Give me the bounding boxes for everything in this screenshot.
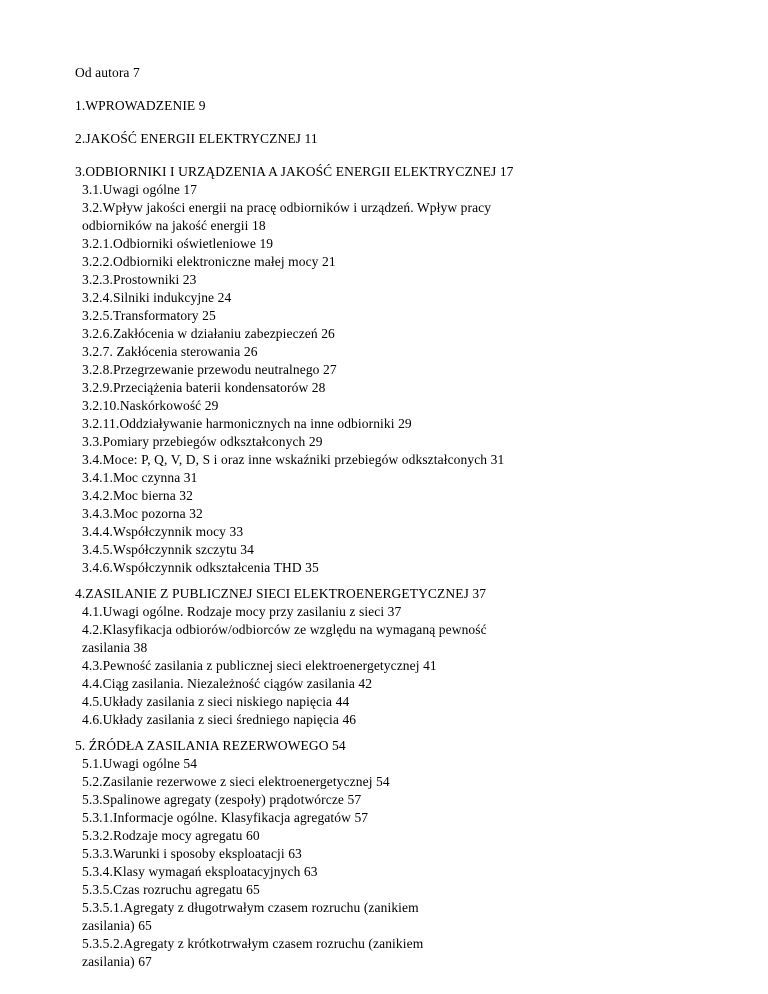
toc-entry: 5.2.Zasilanie rezerwowe z sieci elektroenergetycznej 54 xyxy=(82,774,390,789)
toc-entry: 3.3.Pomiary przebiegów odkształconych 29 xyxy=(82,434,323,449)
toc-entry: 3.2.11.Oddziaływanie harmonicznych na inne odbiorniki 29 xyxy=(82,416,412,431)
toc-entry: 3.2.1.Odbiorniki oświetleniowe 19 xyxy=(82,236,274,251)
toc-entry: 3.2.4.Silniki indukcyjne 24 xyxy=(82,290,232,305)
toc-entry: 3.4.6.Współczynnik odkształcenia THD 35 xyxy=(82,560,319,575)
toc-entry: 5.3.5.Czas rozruchu agregatu 65 xyxy=(82,882,260,897)
toc-entry: 3.4.2.Moc bierna 32 xyxy=(82,488,194,503)
toc-entry: 5.3.Spalinowe agregaty (zespoły) prądotwórcze 57 xyxy=(82,792,362,807)
toc-entry: 3.4.4.Współczynnik mocy 33 xyxy=(82,524,244,539)
toc-entry-continuation: odbiorników na jakość energii 18 xyxy=(82,218,266,233)
toc-entry: 5.3.2.Rodzaje mocy agregatu 60 xyxy=(82,828,260,843)
toc-entry: 5.3.5.1.Agregaty z długotrwałym czasem rozruchu (zanikiem xyxy=(82,900,419,915)
toc-entry-chapter-4: 4.ZASILANIE Z PUBLICZNEJ SIECI ELEKTROENERGETYCZNEJ 37 xyxy=(75,586,487,601)
toc-entry-continuation: zasilania) 65 xyxy=(82,918,152,933)
toc-entry: 3.1.Uwagi ogólne 17 xyxy=(82,182,198,197)
toc-entry: 3.2.5.Transformatory 25 xyxy=(82,308,216,323)
toc-entry: 3.2.Wpływ jakości energii na pracę odbiorników i urządzeń. Wpływ pracy xyxy=(82,200,492,215)
toc-entry: 4.3.Pewność zasilania z publicznej sieci elektroenergetycznej 41 xyxy=(82,658,437,673)
toc-entry-chapter-2: 2.JAKOŚĆ ENERGII ELEKTRYCZNEJ 11 xyxy=(75,131,318,146)
toc-entry: 3.4.5.Współczynnik szczytu 34 xyxy=(82,542,254,557)
toc-entry: 5.1.Uwagi ogólne 54 xyxy=(82,756,198,771)
toc-entry: 4.6.Układy zasilania z sieci średniego napięcia 46 xyxy=(82,712,357,727)
toc-entry-author-note: Od autora 7 xyxy=(75,65,140,80)
toc-entry: 5.3.3.Warunki i sposoby eksploatacji 63 xyxy=(82,846,302,861)
toc-entry-continuation: zasilania 38 xyxy=(82,640,148,655)
toc-entry: 3.2.3.Prostowniki 23 xyxy=(82,272,197,287)
toc-entry: 4.5.Układy zasilania z sieci niskiego napięcia 44 xyxy=(82,694,350,709)
toc-entry-chapter-1: 1.WPROWADZENIE 9 xyxy=(75,98,206,113)
toc-entry-chapter-5: 5. ŹRÓDŁA ZASILANIA REZERWOWEGO 54 xyxy=(75,738,346,753)
toc-entry: 4.4.Ciąg zasilania. Niezależność ciągów zasilania 42 xyxy=(82,676,373,691)
toc-entry-continuation: zasilania) 67 xyxy=(82,954,152,969)
toc-entry: 3.2.9.Przeciążenia baterii kondensatorów 28 xyxy=(82,380,326,395)
toc-entry: 3.4.3.Moc pozorna 32 xyxy=(82,506,203,521)
toc-entry: 3.2.2.Odbiorniki elektroniczne małej mocy 21 xyxy=(82,254,336,269)
toc-entry: 5.3.1.Informacje ogólne. Klasyfikacja agregatów 57 xyxy=(82,810,369,825)
toc-entry: 3.4.1.Moc czynna 31 xyxy=(82,470,198,485)
toc-entry: 3.4.Moce: P, Q, V, D, S i oraz inne wskaźniki przebiegów odkształconych 31 xyxy=(82,452,505,467)
toc-entry: 4.2.Klasyfikacja odbiorów/odbiorców ze względu na wymaganą pewność xyxy=(82,622,487,637)
toc-entry: 3.2.8.Przegrzewanie przewodu neutralnego 27 xyxy=(82,362,337,377)
toc-entry: 3.2.6.Zakłócenia w działaniu zabezpieczeń 26 xyxy=(82,326,335,341)
toc-entry: 3.2.10.Naskórkowość 29 xyxy=(82,398,219,413)
toc-entry: 5.3.5.2.Agregaty z krótkotrwałym czasem rozruchu (zanikiem xyxy=(82,936,424,951)
toc-entry: 5.3.4.Klasy wymagań eksploatacyjnych 63 xyxy=(82,864,318,879)
toc-entry: 3.2.7. Zakłócenia sterowania 26 xyxy=(82,344,258,359)
toc-entry-chapter-3: 3.ODBIORNIKI I URZĄDZENIA A JAKOŚĆ ENERGII ELEKTRYCZNEJ 17 xyxy=(75,164,514,179)
toc-entry: 4.1.Uwagi ogólne. Rodzaje mocy przy zasilaniu z sieci 37 xyxy=(82,604,402,619)
